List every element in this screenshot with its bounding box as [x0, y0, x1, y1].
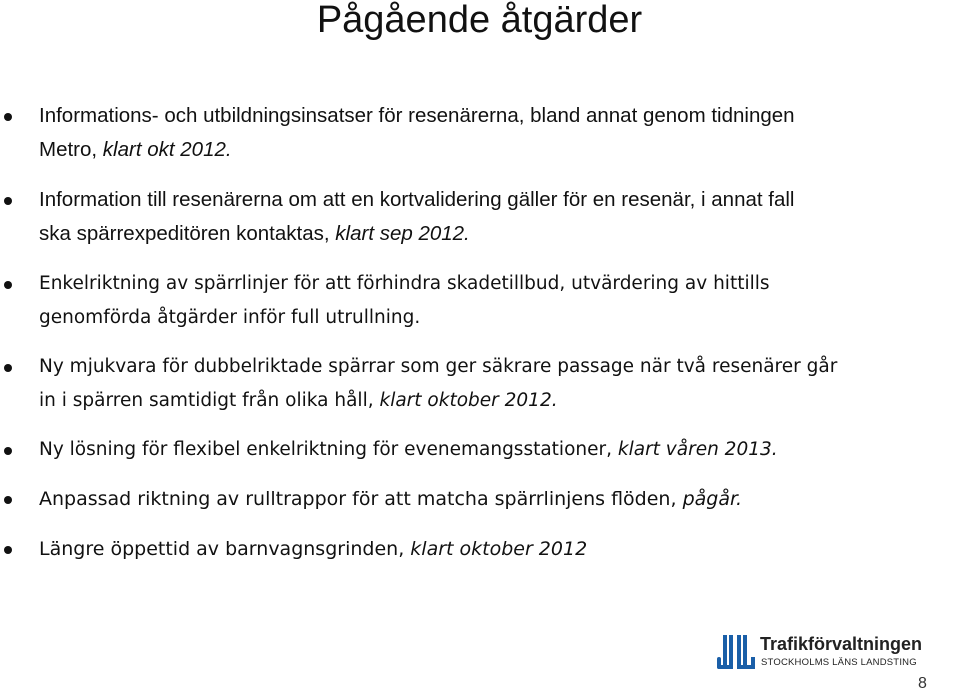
status-note: klart okt 2012.: [102, 138, 232, 161]
bullet-dot-icon: [4, 364, 12, 372]
bullet-dot-icon: [4, 113, 12, 121]
bullet-line: Längre öppettid av barnvagnsgrinden, klart oktober 2012: [39, 538, 588, 560]
slide-title: Pågående åtgärder: [316, 0, 643, 41]
status-note: klart våren 2013.: [617, 439, 778, 460]
bullet-line: Metro, klart okt 2012.: [39, 138, 232, 161]
status-note: pågår.: [682, 488, 743, 510]
bullet-dot-icon: [4, 281, 12, 289]
status-note: klart oktober 2012.: [379, 390, 558, 411]
logo-name: Trafikförvaltningen: [760, 634, 923, 654]
status-note: klart oktober 2012: [410, 538, 588, 560]
bullet-text: [39, 433, 954, 467]
bullet-dot-icon: [4, 546, 12, 554]
bullet-text: [39, 99, 954, 167]
logo-subtitle: STOCKHOLMS LÄNS LANDSTING: [761, 657, 917, 668]
bullet-text: [39, 532, 954, 566]
bullet-text: [39, 350, 954, 418]
bullet-text: [39, 482, 954, 516]
bullet-dot-icon: [4, 197, 12, 205]
bullet-line: ska spärrexpeditören kontaktas, klart sep 2012.: [39, 222, 470, 245]
bullet-line: Informations- och utbildningsinsatser för resenärerna, bland annat genom tidningen: [39, 104, 795, 127]
bullet-line: Anpassad riktning av rulltrappor för att matcha spärrlinjens flöden, pågår.: [39, 488, 743, 510]
trafikforvaltningen-logo: [716, 633, 956, 675]
bullet-line: Enkelriktning av spärrlinjer för att förhindra skadetillbud, utvärdering av hittills: [39, 273, 770, 294]
bullet-line: Ny lösning för flexibel enkelriktning för evenemangsstationer, klart våren 2013.: [39, 439, 778, 460]
bullet-line: Ny mjukvara för dubbelriktade spärrar som ger säkrare passage när två resenärer går: [39, 356, 838, 377]
trafikforvaltningen-logo-icon: [716, 633, 756, 673]
bullet-text: [39, 183, 954, 251]
status-note: klart sep 2012.: [335, 222, 470, 245]
bullet-line: Information till resenärerna om att en kortvalidering gäller för en resenär, i annat fall: [39, 188, 795, 211]
bullet-line: in i spärren samtidigt från olika håll, klart oktober 2012.: [39, 390, 558, 411]
bullet-text: [39, 267, 954, 335]
bullet-dot-icon: [4, 496, 12, 504]
page-number: 8: [918, 675, 927, 691]
bullet-line: genomförda åtgärder inför full utrullning.: [39, 307, 421, 328]
bullet-dot-icon: [4, 447, 12, 455]
